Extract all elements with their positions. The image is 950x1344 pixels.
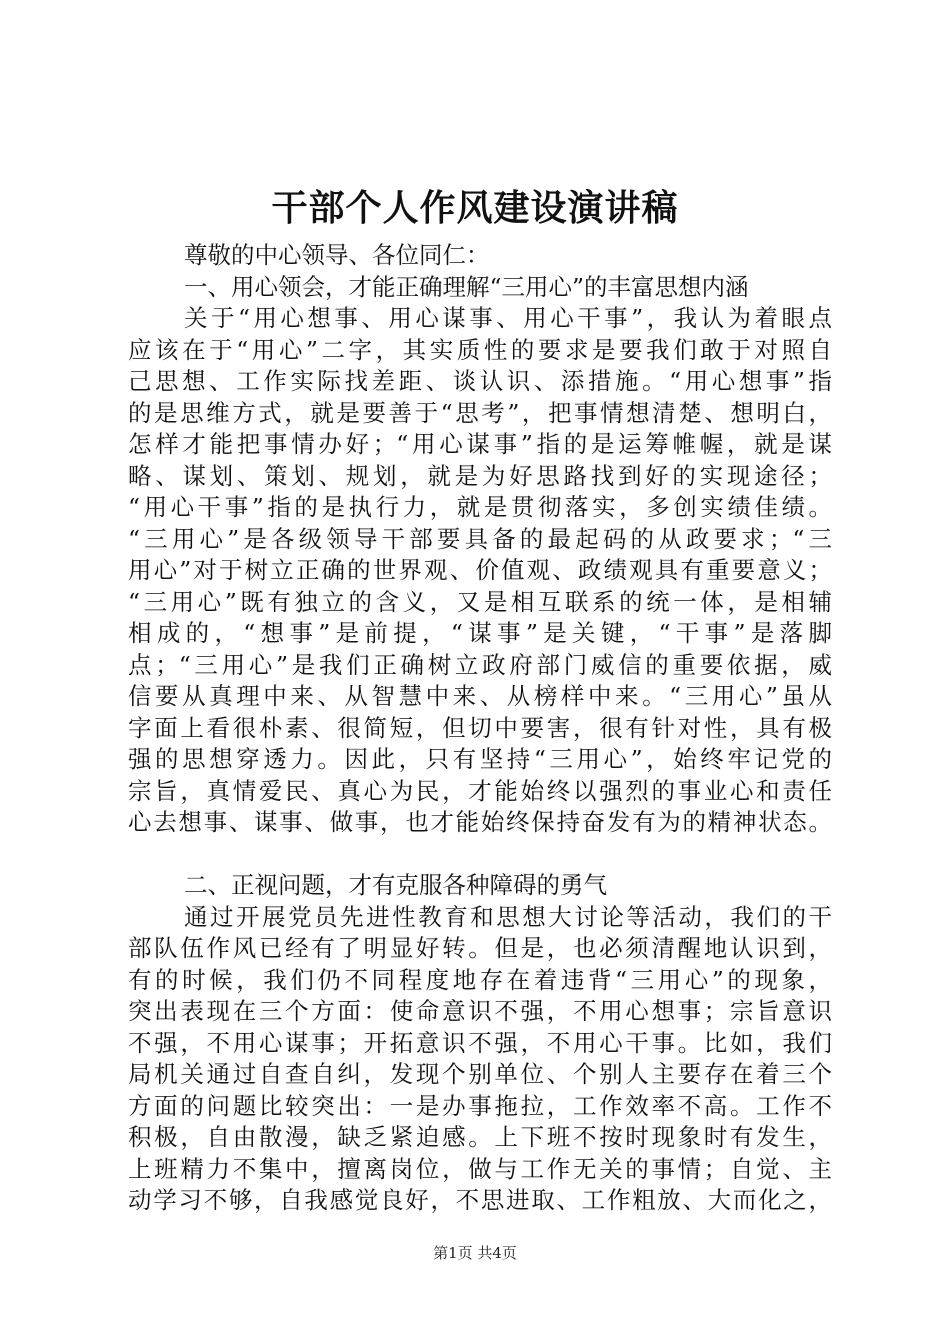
salutation-line: 尊敬的中心领导、各位同仁： [184,241,490,269]
paragraph-line: 方面的问题比较突出：一是办事拖拉，工作效率不高。工作不 [128,1091,832,1120]
paragraph-line: 宗旨，真情爱民、真心为民，才能始终以强烈的事业心和责任 [128,776,832,805]
paragraph-line: 不强，不用心谋事；开拓意识不强，不用心干事。比如，我们 [128,1028,832,1057]
paragraph-line: 己思想、工作实际找差距、谈认识、添措施。“用心想事”指 [128,367,832,395]
paragraph-line: “用心干事”指的是执行力，就是贯彻落实，多创实绩佳绩。 [128,493,832,521]
paragraph-line: 部队伍作风已经有了明显好转。但是，也必须清醒地认识到， [128,934,832,962]
paragraph-line: 相成的，“想事”是前提，“谋事”是关键，“干事”是落脚 [128,619,832,647]
paragraph-line: 字面上看很朴素、很简短，但切中要害，很有针对性，具有极 [128,713,832,742]
paragraph-line: 怎样才能把事情办好；“用心谋事”指的是运筹帷幄，就是谋 [128,430,832,458]
paragraph-spacer [128,839,832,871]
paragraph-line: “三用心”是各级领导干部要具备的最起码的从政要求；“三 [128,524,832,553]
paragraph-line: “三用心”既有独立的含义，又是相互联系的统一体，是相辅 [128,587,832,616]
paragraph-line: 关于“用心想事、用心谋事、用心干事”，我认为着眼点 [184,304,832,332]
paragraph-line: 上班精力不集中，擅离岗位，做与工作无关的事情；自觉、主 [128,1154,832,1183]
paragraph-line: 点；“三用心”是我们正确树立政府部门威信的重要依据，威 [128,650,832,679]
paragraph-line: 突出表现在三个方面：使命意识不强，不用心想事；宗旨意识 [128,997,832,1025]
paragraph-line: 的是思维方式，就是要善于“思考”，把事情想清楚、想明白， [128,398,832,427]
paragraph-line: 有的时候，我们仍不同程度地存在着违背“三用心”的现象， [128,965,832,994]
paragraph-line: 信要从真理中来、从智慧中来、从榜样中来。“三用心”虽从 [128,682,832,710]
paragraph-line: 积极，自由散漫，缺乏紧迫感。上下班不按时现象时有发生， [128,1123,832,1151]
document-body [128,240,832,1217]
paragraph-line: 略、谋划、策划、规划，就是为好思路找到好的实现途径； [128,461,832,490]
section-heading-1: 一、用心领会，才能正确理解“三用心”的丰富思想内涵 [184,272,749,301]
paragraph-line: 动学习不够，自我感觉良好，不思进取、工作粗放、大而化之， [128,1186,832,1214]
section-heading-2: 二、正视问题，才有克服各种障碍的勇气 [184,871,607,899]
paragraph-line: 心去想事、谋事、做事，也才能始终保持奋发有为的精神状态。 [128,808,832,836]
document-title: 干部个人作风建设演讲稿 [271,187,679,229]
paragraph-line: 局机关通过自查自纠，发现个别单位、个别人主要存在着三个 [128,1060,832,1088]
paragraph-line: 用心”对于树立正确的世界观、价值观、政绩观具有重要意义； [128,556,832,584]
paragraph-line: 强的思想穿透力。因此，只有坚持“三用心”，始终牢记党的 [128,745,832,773]
paragraph-line: 通过开展党员先进性教育和思想大讨论等活动，我们的干 [184,902,832,931]
paragraph-line: 应该在于“用心”二字，其实质性的要求是要我们敢于对照自 [128,335,832,364]
page-footer: 第1页 共4页 [433,1244,517,1262]
